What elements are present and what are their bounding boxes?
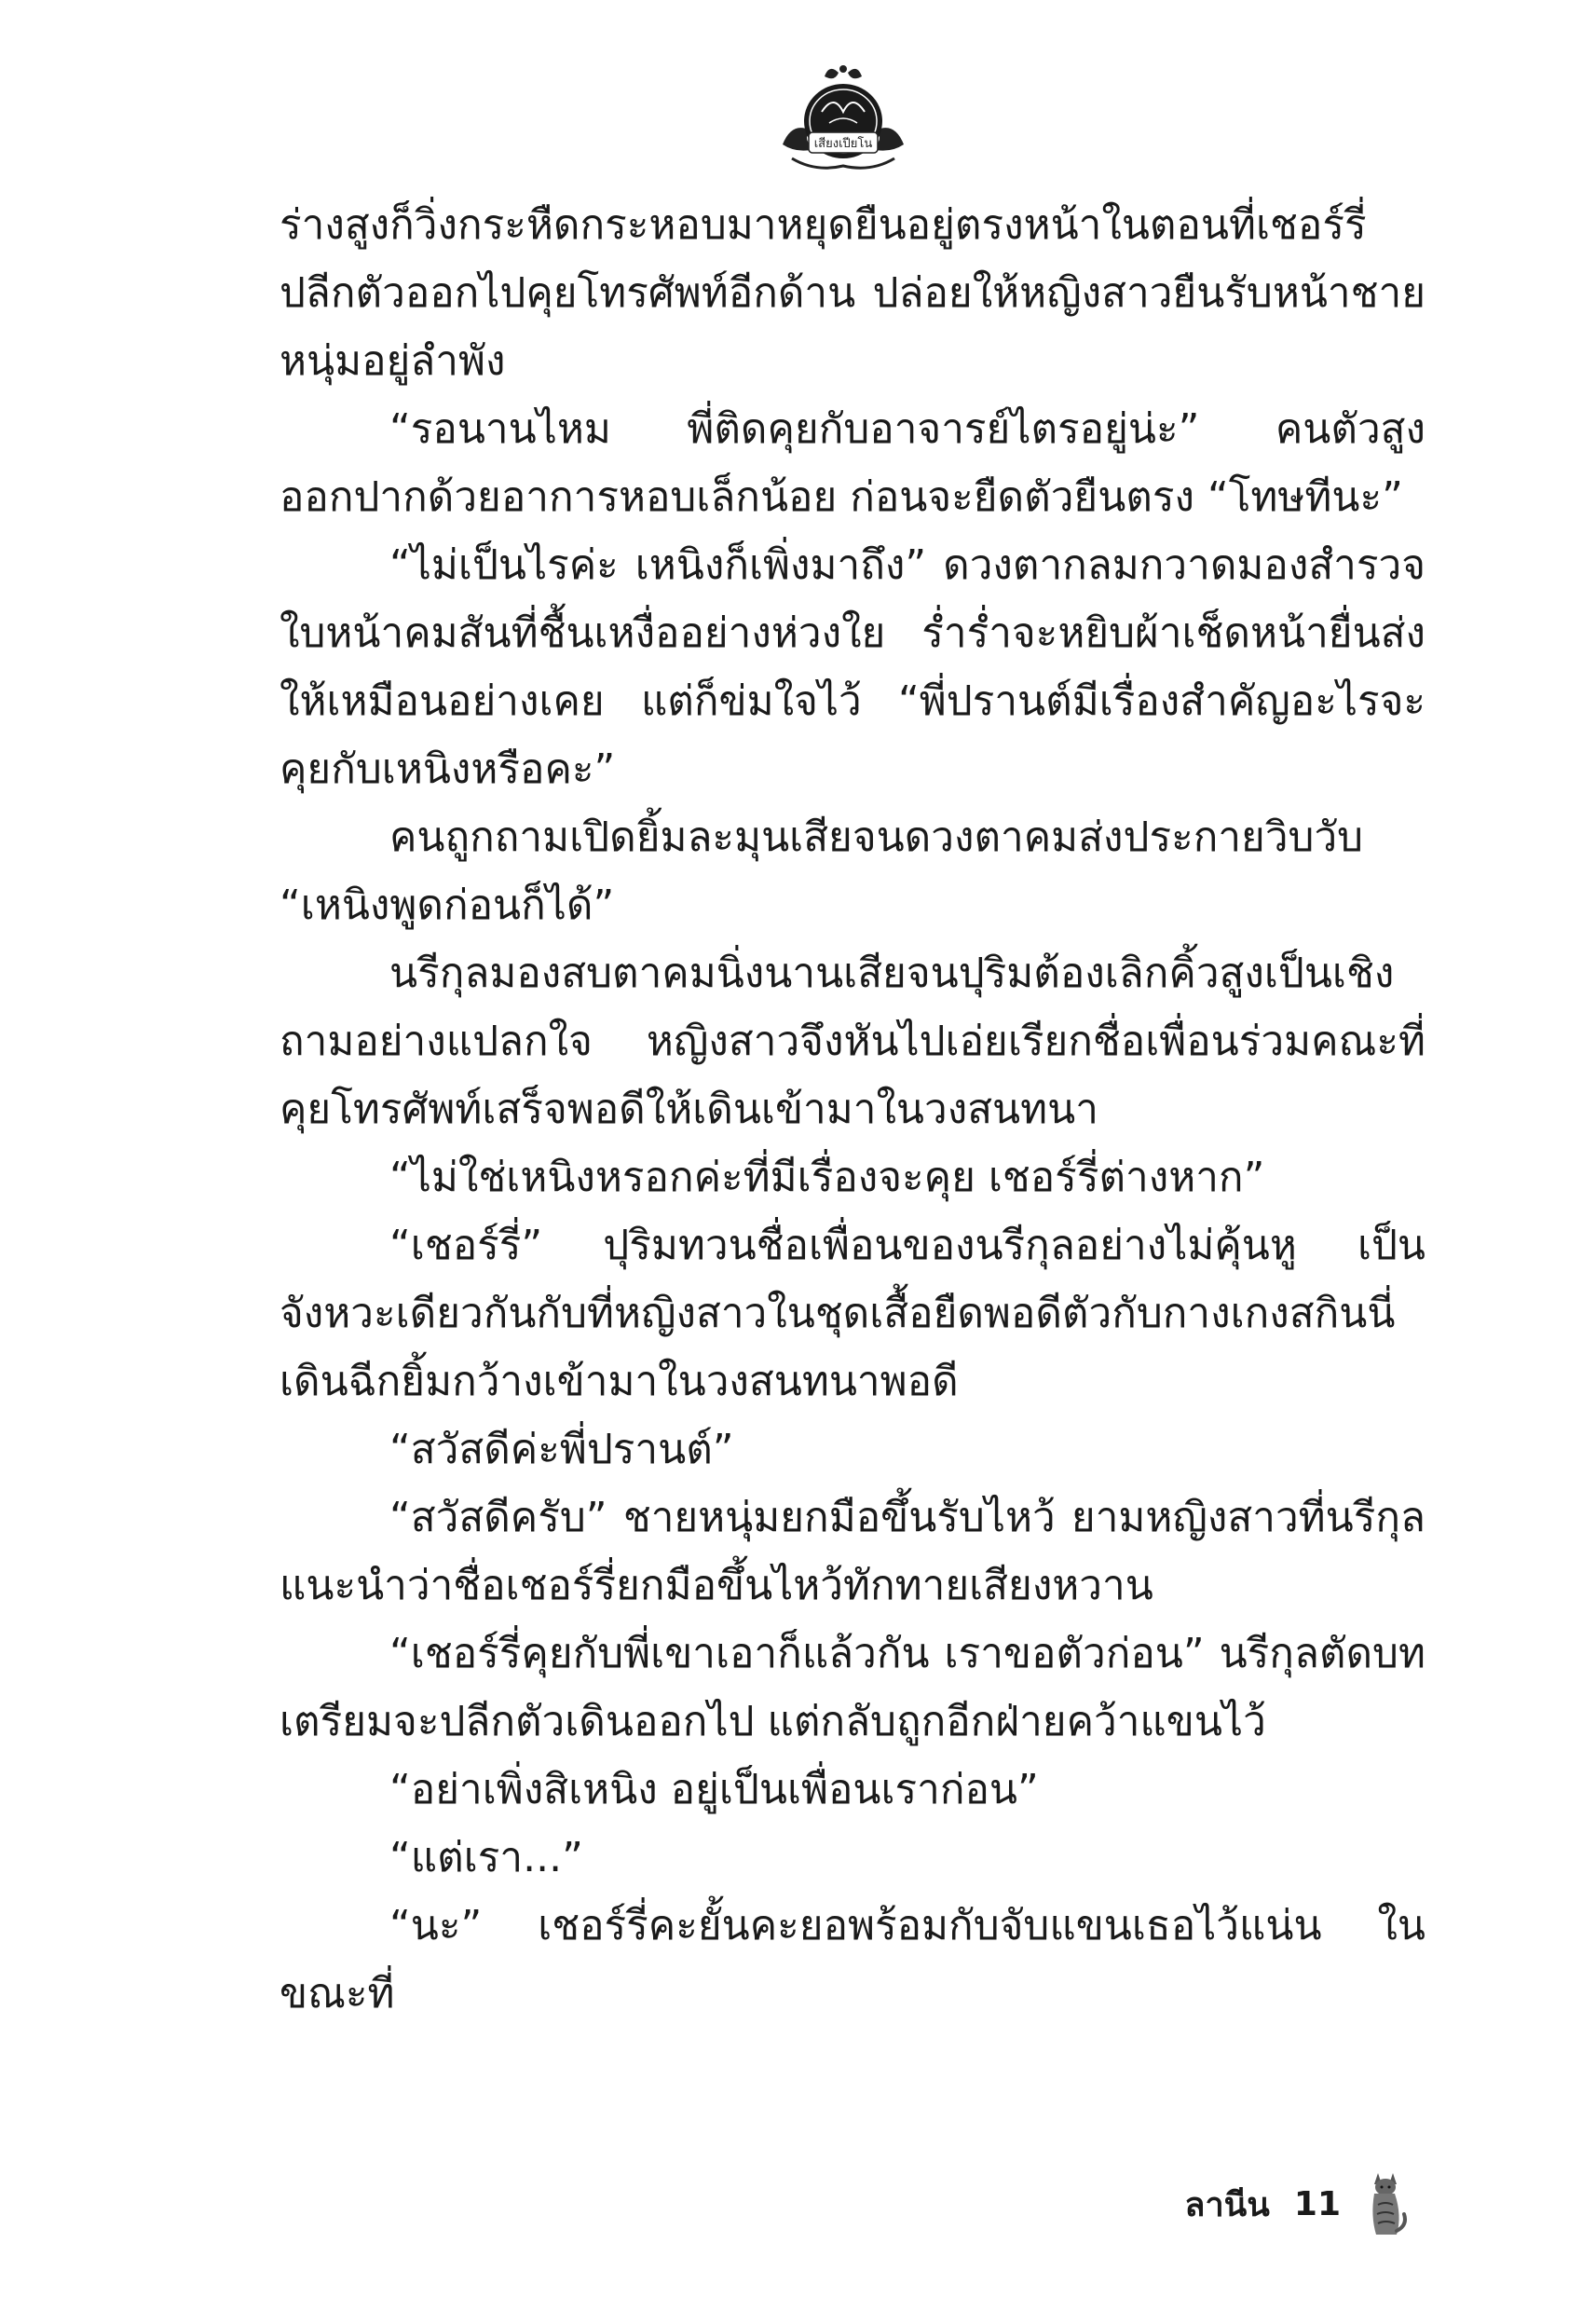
paragraph: “อย่าเพิ่งสิเหนิง อยู่เป็นเพื่อนเราก่อน” — [389, 1766, 1039, 1813]
page-number: 11 — [1293, 2184, 1341, 2223]
page-footer — [1184, 2162, 1410, 2246]
paragraph: “ไม่ใช่เหนิงหรอกค่ะที่มีเรื่องจะคุย เชอร์รี่ต่างหาก” — [389, 1154, 1265, 1201]
paragraph: “นะ” เชอร์รี่คะยั้นคะยอพร้อมกับจับแขนเธอไว้แน่น ในขณะที่ — [280, 1902, 1425, 2017]
paragraph: “ไม่เป็นไรค่ะ เหนิงก็เพิ่งมาถึง” ดวงตากลมกวาดมองสำรวจใบหน้าคมสันที่ชื้นเหงื่ออย่างห่วงใย ร่ำร่ำจะหยิบผ้าเช็ดหน้ายื่นส่งให้เหมือนอย่างเคย แต่ก็ข่มใจไว้ “พี่ปรานต์มีเรื่องสำคัญอะไรจะคุยกับเหนิงหรือคะ” — [280, 541, 1425, 793]
paragraph: “สวัสดีค่ะพี่ปรานต์” — [389, 1426, 734, 1473]
sitting-cat-icon — [1365, 2169, 1410, 2238]
paragraph: “เชอร์รี่คุยกับพี่เขาเอาก็แล้วกัน เราขอตัวก่อน” นรีกุลตัดบทเตรียมจะปลีกตัวเดินออกไป แต่กลับถูกอีกฝ่ายคว้าแขนไว้ — [280, 1630, 1425, 1745]
paragraph: “สวัสดีครับ” ชายหนุ่มยกมือขึ้นรับไหว้ ยามหญิงสาวที่นรีกุลแนะนำว่าชื่อเชอร์รี่ยกมือขึ้นไหว้ทักทายเสียงหวาน — [280, 1494, 1425, 1609]
paragraph: “แต่เรา...” — [389, 1834, 583, 1881]
paragraph: “เชอร์รี่” ปุริมทวนชื่อเพื่อนของนรีกุลอย่างไม่คุ้นหู เป็นจังหวะเดียวกันกับที่หญิงสาวในชุดเสื้อยืดพอดีตัวกับกางเกงสกินนี่เดินฉีกยิ้มกว้างเข้ามาในวงสนทนาพอดี — [280, 1222, 1425, 1405]
paragraph: ร่างสูงก็วิ่งกระหืดกระหอบมาหยุดยืนอยู่ตรงหน้าในตอนที่เชอร์รี่ปลีกตัวออกไปคุยโทรศัพท์อีกด้าน ปล่อยให้หญิงสาวยืนรับหน้าชายหนุ่มอยู่ลำพัง — [280, 201, 1425, 385]
author-name: ลานีน — [1184, 2185, 1270, 2224]
paragraph: คนถูกถามเปิดยิ้มละมุนเสียจนดวงตาคมส่งประกายวิบวับ “เหนิงพูดก่อนก็ได้” — [280, 814, 1364, 929]
body-text — [280, 191, 1425, 2028]
paragraph: นรีกุลมองสบตาคมนิ่งนานเสียจนปุริมต้องเลิกคิ้วสูงเป็นเชิงถามอย่างแปลกใจ หญิงสาวจึงหันไปเอ่ยเรียกชื่อเพื่อนร่วมคณะที่คุยโทรศัพท์เสร็จพอดีให้เดินเข้ามาในวงสนทนา — [280, 950, 1425, 1133]
logo-text: เสียงเปียโน — [813, 137, 873, 151]
publisher-emblem-icon — [773, 56, 913, 177]
paragraph: “รอนานไหม พี่ติดคุยกับอาจารย์ไตรอยู่น่ะ” คนตัวสูงออกปากด้วยอาการหอบเล็กน้อย ก่อนจะยืดตัวยืนตรง “โทษทีนะ” — [280, 405, 1425, 521]
